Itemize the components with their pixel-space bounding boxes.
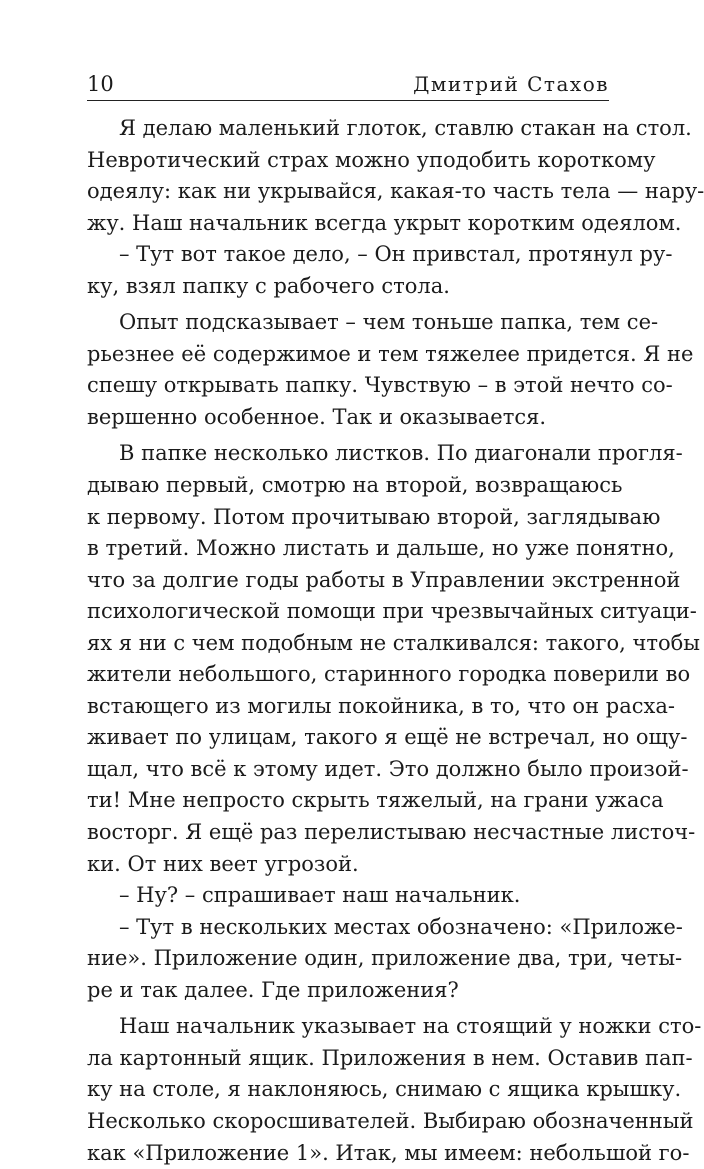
text-line: дываю первый, смотрю на второй, возвращаюсь — [87, 470, 609, 502]
text-line: щал, что всё к этому идет. Это должно было произой- — [87, 754, 609, 786]
text-line: ку на столе, я наклоняюсь, снимаю с ящика крышку. — [87, 1074, 609, 1106]
header-rule — [87, 100, 609, 101]
running-head — [87, 66, 609, 96]
text-line: вершенно особенное. Так и оказывается. — [87, 402, 609, 434]
body-text — [87, 113, 609, 1169]
text-line: В папке несколько листков. По диагонали прогля- — [87, 438, 609, 470]
text-line: ре и так далее. Где приложения? — [87, 975, 609, 1007]
author-name: Дмитрий Стахов — [413, 72, 609, 96]
text-line: спешу открывать папку. Чувствую – в этой нечто со- — [87, 370, 609, 402]
text-line: жу. Наш начальник всегда укрыт коротким одеялом. — [87, 208, 609, 240]
text-line: психологической помощи при чрезвычайных ситуаци- — [87, 596, 609, 628]
text-line: восторг. Я ещё раз перелистываю несчастные листоч- — [87, 817, 609, 849]
text-line: живает по улицам, такого я ещё не встречал, но ощу- — [87, 722, 609, 754]
text-line: ла картонный ящик. Приложения в нем. Оставив пап- — [87, 1043, 609, 1075]
text-line: Опыт подсказывает – чем тоньше папка, тем се- — [87, 307, 609, 339]
text-line: в третий. Можно листать и дальше, но уже понятно, — [87, 533, 609, 565]
text-line: как «Приложение 1». Итак, мы имеем: небольшой го- — [87, 1138, 609, 1169]
text-line: Невротический страх можно уподобить короткому — [87, 145, 609, 177]
text-line: ти! Мне непросто скрыть тяжелый, на грани ужаса — [87, 785, 609, 817]
text-line: ки. От них веет угрозой. — [87, 849, 609, 881]
text-line: Я делаю маленький глоток, ставлю стакан на стол. — [87, 113, 609, 145]
text-line: одеялу: как ни укрывайся, какая-то часть тела — нару- — [87, 176, 609, 208]
text-line: ние». Приложение один, приложение два, три, четы- — [87, 943, 609, 975]
text-line: рьезнее её содержимое и тем тяжелее придется. Я не — [87, 339, 609, 371]
text-line: – Тут вот такое дело, – Он привстал, протянул ру- — [87, 239, 609, 271]
text-line: Наш начальник указывает на стоящий у ножки сто- — [87, 1011, 609, 1043]
text-line: – Ну? – спрашивает наш начальник. — [87, 880, 609, 912]
text-line: встающего из могилы покойника, в то, что он расха- — [87, 691, 609, 723]
page-number: 10 — [87, 72, 114, 96]
text-line: ку, взял папку с рабочего стола. — [87, 271, 609, 303]
text-line: к первому. Потом прочитываю второй, заглядываю — [87, 502, 609, 534]
text-line: ях я ни с чем подобным не сталкивался: такого, чтобы — [87, 628, 609, 660]
text-line: Несколько скоросшивателей. Выбираю обозначенный — [87, 1106, 609, 1138]
text-line: жители небольшого, старинного городка поверили во — [87, 659, 609, 691]
text-line: что за долгие годы работы в Управлении экстренной — [87, 565, 609, 597]
text-line: – Тут в нескольких местах обозначено: «Приложе- — [87, 912, 609, 944]
